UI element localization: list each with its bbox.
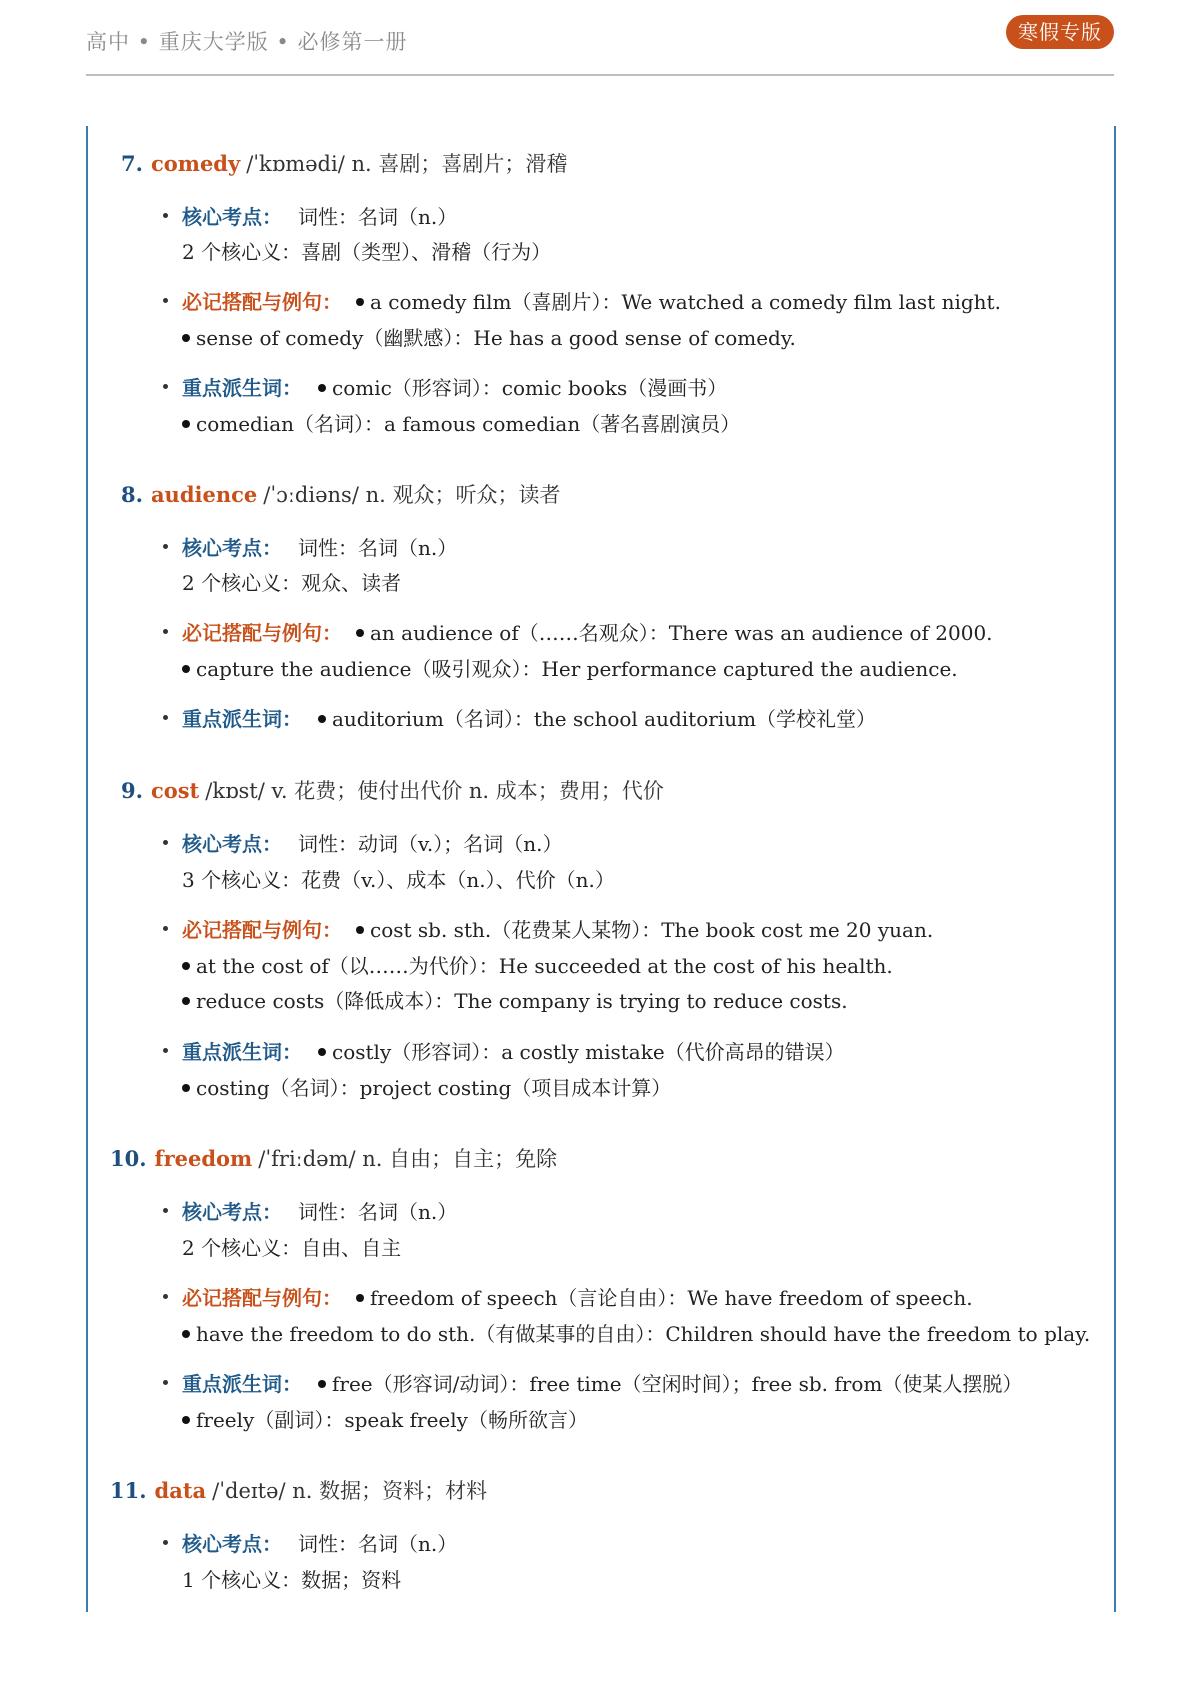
entry-definition: /ˈfriːdəm/ n. 自由；自主；免除 (258, 1147, 558, 1171)
bullet-icon (182, 1084, 190, 1092)
core-point-text: 词性：名词（n.） (298, 536, 458, 560)
bullet-icon (356, 629, 364, 637)
derivative-line (182, 1072, 671, 1101)
derivative-item: auditorium（名词）：the school auditorium（学校礼堂） (332, 707, 877, 731)
bullet-icon (318, 1380, 326, 1388)
list-dot (163, 629, 168, 634)
bullet-icon (318, 715, 326, 723)
entry-number: 11. (110, 1478, 147, 1503)
collocation-label: 必记搭配与例句： (182, 1286, 342, 1310)
derivative-line (163, 372, 727, 401)
entry-definition: /kɒst/ v. 花费；使付出代价 n. 成本；费用；代价 (205, 779, 664, 803)
collocation-line (163, 914, 933, 943)
core-meaning: 3 个核心义：花费（v.）、成本（n.）、代价（n.） (182, 868, 615, 892)
collocation-line (163, 286, 1001, 315)
header-divider (86, 74, 1114, 76)
list-dot (163, 1540, 168, 1545)
collocation-line (182, 950, 893, 979)
core-point-text: 词性：动词（v.）；名词（n.） (298, 832, 563, 856)
entry-definition: /ˈkɒmədi/ n. 喜剧；喜剧片；滑稽 (246, 152, 568, 176)
entry-number: 7. (121, 151, 143, 176)
list-dot (163, 1294, 168, 1299)
bullet-icon (318, 384, 326, 392)
bullet-icon (318, 1048, 326, 1056)
list-dot (163, 384, 168, 389)
derivative-item: costing（名词）：project costing（项目成本计算） (196, 1076, 672, 1100)
bullet-icon (182, 1416, 190, 1424)
core-meaning: 2 个核心义：喜剧（类型）、滑稽（行为） (182, 240, 552, 264)
entry-heading (121, 775, 664, 805)
derivative-label: 重点派生词： (182, 1040, 302, 1064)
collocation-label: 必记搭配与例句： (182, 918, 342, 942)
core-point-line (163, 828, 563, 857)
header-title: 高中 • 重庆大学版 • 必修第一册 (86, 30, 408, 54)
derivative-line (163, 1036, 845, 1065)
entry-number: 10. (110, 1146, 147, 1171)
entry-number: 9. (121, 778, 143, 803)
list-dot (163, 840, 168, 845)
core-point-label: 核心考点： (182, 1532, 282, 1556)
core-point-line (163, 1196, 457, 1225)
core-point-text: 词性：名词（n.） (298, 1532, 458, 1556)
entry-heading (110, 1143, 557, 1173)
bullet-icon (356, 298, 364, 306)
bullet-icon (356, 1294, 364, 1302)
core-point-line (163, 532, 457, 561)
entry-word: data (154, 1478, 207, 1503)
list-dot (163, 544, 168, 549)
derivative-item: comedian（名词）：a famous comedian（著名喜剧演员） (196, 412, 741, 436)
bullet-icon (356, 926, 364, 934)
collocation-item: freedom of speech（言论自由）：We have freedom of speech. (370, 1286, 973, 1310)
derivative-label: 重点派生词： (182, 707, 302, 731)
list-dot (163, 926, 168, 931)
entry-word: cost (150, 778, 200, 803)
edition-badge: 寒假专版 (1006, 15, 1114, 49)
derivative-line (182, 408, 740, 437)
list-dot (163, 298, 168, 303)
collocation-item: sense of comedy（幽默感）：He has a good sense of comedy. (196, 326, 796, 350)
collocation-item: a comedy film（喜剧片）：We watched a comedy film last night. (370, 290, 1001, 314)
collocation-label: 必记搭配与例句： (182, 290, 342, 314)
entry-number: 8. (121, 482, 143, 507)
entry-word: audience (150, 482, 258, 507)
core-point-text: 词性：名词（n.） (298, 1200, 458, 1224)
bullet-icon (182, 962, 190, 970)
entry-heading (121, 148, 567, 178)
collocation-item: at the cost of（以……为代价）：He succeeded at the cost of his health. (196, 954, 893, 978)
entry-heading (110, 1475, 487, 1505)
bullet-icon (182, 665, 190, 673)
entry-definition: /ˈɔːdiəns/ n. 观众；听众；读者 (263, 483, 561, 507)
collocation-item: have the freedom to do sth.（有做某事的自由）：Children should have the freedom to play. (196, 1322, 1091, 1346)
core-point-label: 核心考点： (182, 536, 282, 560)
collocation-item: capture the audience（吸引观众）：Her performance captured the audience. (196, 657, 958, 681)
list-dot (163, 715, 168, 720)
list-dot (163, 1048, 168, 1053)
bullet-icon (182, 334, 190, 342)
list-dot (163, 1208, 168, 1213)
entry-definition: /ˈdeɪtə/ n. 数据；资料；材料 (212, 1479, 488, 1503)
derivative-item: free（形容词/动词）：free time（空闲时间）；free sb. from（使某人摆脱） (332, 1372, 1023, 1396)
collocation-item: an audience of（……名观众）：There was an audience of 2000. (370, 621, 993, 645)
collocation-line (163, 617, 993, 646)
entry-heading (121, 479, 560, 509)
core-meaning: 2 个核心义：观众、读者 (182, 571, 402, 595)
core-meaning: 1 个核心义：数据；资料 (182, 1568, 402, 1592)
derivative-item: costly（形容词）：a costly mistake（代价高昂的错误） (332, 1040, 845, 1064)
bullet-icon (182, 997, 190, 1005)
derivative-line (163, 703, 876, 732)
bullet-icon (182, 1330, 190, 1338)
collocation-line (182, 985, 848, 1014)
list-dot (163, 213, 168, 218)
derivative-label: 重点派生词： (182, 376, 302, 400)
core-point-label: 核心考点： (182, 205, 282, 229)
collocation-label: 必记搭配与例句： (182, 621, 342, 645)
collocation-line (182, 322, 796, 351)
derivative-line (163, 1368, 1022, 1397)
core-point-label: 核心考点： (182, 1200, 282, 1224)
core-point-line (163, 1528, 457, 1557)
derivative-item: comic（形容词）：comic books（漫画书） (332, 376, 728, 400)
collocation-line (163, 1282, 973, 1311)
collocation-item: reduce costs（降低成本）：The company is trying to reduce costs. (196, 989, 848, 1013)
core-point-line (163, 201, 457, 230)
bullet-icon (182, 420, 190, 428)
entry-word: comedy (150, 151, 241, 176)
collocation-line (182, 1318, 1090, 1347)
collocation-line (182, 653, 958, 682)
entry-word: freedom (154, 1146, 253, 1171)
derivative-label: 重点派生词： (182, 1372, 302, 1396)
list-dot (163, 1380, 168, 1385)
derivative-line (182, 1404, 588, 1433)
core-point-text: 词性：名词（n.） (298, 205, 458, 229)
derivative-item: freely（副词）：speak freely（畅所欲言） (196, 1408, 588, 1432)
core-point-label: 核心考点： (182, 832, 282, 856)
core-meaning: 2 个核心义：自由、自主 (182, 1236, 402, 1260)
collocation-item: cost sb. sth.（花费某人某物）：The book cost me 20 yuan. (370, 918, 934, 942)
